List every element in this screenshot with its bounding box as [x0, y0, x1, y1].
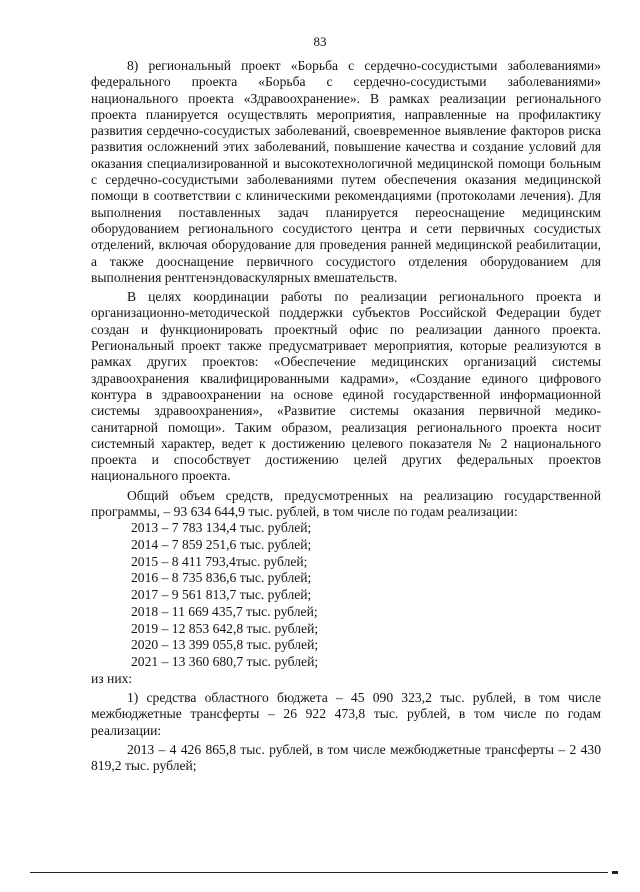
- list-item: 2016 – 8 735 836,6 тыс. рублей;: [131, 570, 312, 586]
- list-item: 2021 – 13 360 680,7 тыс. рублей;: [131, 653, 319, 669]
- list-item: 2013 – 7 783 134,4 тыс. рублей;: [131, 520, 312, 536]
- paragraph-total-funding: Общий объем средств, предусмотренных на реализацию государственной программы, – 93 634 644,9 тыс. рублей, в том числе по годам реализации:: [91, 487, 601, 520]
- footer-divider: [30, 872, 608, 873]
- paragraph-coordination: В целях координации работы по реализации регионального проекта и организационно-методической поддержки субъектов Российской Федерации будет создан и функционировать проектный офис по реализации данного проекта. Региональный проект также предусматривает мероприятия, которые реализуются в рамках других проектов: «Обеспечение медицинских организаций системы здравоохранения квалифицированными кадрами», «Создание единого цифрового контура в здравоохранении на основе единой государственной информационной системы здравоохранения», «Развитие системы оказания первичной медико-санитарной помощи». Таким образом, реализация регионального проекта носит системный характер, ведет к достижению целевого показателя № 2 национального проекта и способствует достижению целей других федеральных проектов национального проекта.: [91, 289, 601, 484]
- footer-mark: [612, 871, 618, 874]
- list-item: 2015 – 8 411 793,4тыс. рублей;: [131, 553, 308, 569]
- document-body: [91, 58, 601, 774]
- list-item: 2017 – 9 561 813,7 тыс. рублей;: [131, 587, 312, 603]
- paragraph-regional-2013: 2013 – 4 426 865,8 тыс. рублей, в том числе межбюджетные трансферты – 2 430 819,2 тыс. рублей;: [91, 741, 601, 774]
- funding-by-year-list: [91, 520, 601, 670]
- list-item: 2019 – 12 853 642,8 тыс. рублей;: [131, 620, 319, 636]
- list-item: 2014 – 7 859 251,6 тыс. рублей;: [131, 537, 312, 553]
- paragraph-regional-budget: 1) средства областного бюджета – 45 090 323,2 тыс. рублей, в том числе межбюджетные трансферты – 26 922 473,8 тыс. рублей, в том числе по годам реализации:: [91, 689, 601, 738]
- list-item: 2020 – 13 399 055,8 тыс. рублей;: [131, 637, 319, 653]
- page-number: 83: [313, 34, 327, 49]
- of-which-label: из них:: [91, 670, 133, 686]
- paragraph-regional-project: 8) региональный проект «Борьба с сердечно-сосудистыми заболеваниями» федерального проекта «Борьба с сердечно-сосудистыми заболеваниями» национального проекта «Здравоохранение». В рамках реализации регионального проекта планируется осуществлять мероприятия, направленные на профилактику развития сердечно-сосудистых заболеваний, своевременное выявление факторов риска развития осложнений этих заболеваний, повышение качества и создание условий для оказания специализированной и высокотехнологичной медицинской помощи больным с сердечно-сосудистыми заболеваниями путем обеспечения оказания медицинской помощи в соответствии с клиническими рекомендациями (протоколами лечения). Для выполнения поставленных задач планируется переоснащение медицинским оборудованием регионального сосудистого центра и сети первичных сосудистых отделений, включая оборудование для проведения ранней медицинской реабилитации, а также дооснащение первичного сосудистого отделения оборудованием для выполнения рентгенэндоваскулярных вмешательств.: [91, 58, 601, 285]
- list-item: 2018 – 11 669 435,7 тыс. рублей;: [131, 603, 318, 619]
